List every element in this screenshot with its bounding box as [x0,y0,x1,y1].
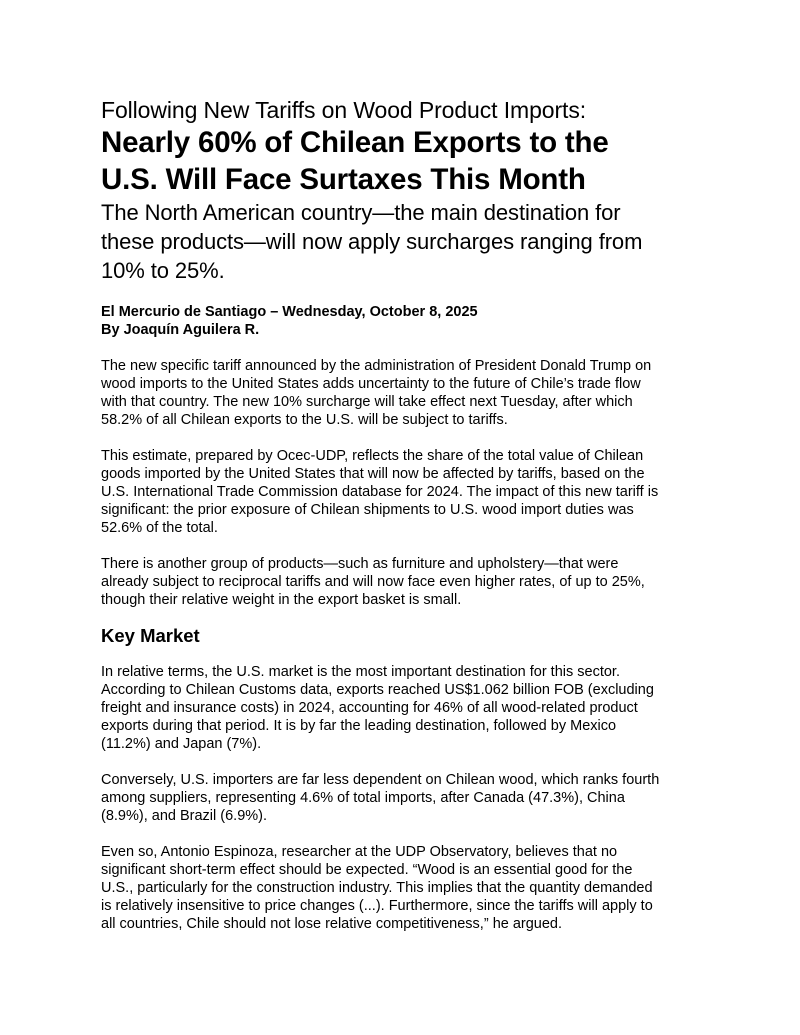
text-line: significant: the prior exposure of Chilean shipments to U.S. wood import duties was [101,502,634,518]
body-paragraph [101,843,701,933]
body-paragraph [101,357,701,429]
headline-line: U.S. Will Face Surtaxes This Month [101,163,586,196]
text-line: According to Chilean Customs data, exports reached US$1.062 billion FOB (excluding [101,682,654,698]
text-line: Even so, Antonio Espinoza, researcher at the UDP Observatory, believes that no [101,844,618,860]
text-line: There is another group of products—such as furniture and upholstery—that were [101,556,619,572]
body-paragraph [101,555,701,609]
text-line: with that country. The new 10% surcharge will take effect next Tuesday, after which [101,394,633,410]
text-line: already subject to reciprocal tariffs and will now face even higher rates, of up to 25%, [101,574,645,590]
text-line: goods imported by the United States that will now be affected by tariffs, based on the [101,466,645,482]
section-heading: Key Market [101,625,200,646]
body-paragraph [101,663,701,753]
text-line: U.S., particularly for the construction industry. This implies that the quantity demanded [101,880,653,896]
article-deck [101,198,701,285]
text-line: This estimate, prepared by Ocec-UDP, reflects the share of the total value of Chilean [101,448,644,464]
byline: By Joaquín Aguilera R. [101,322,260,338]
headline-line: Nearly 60% of Chilean Exports to the [101,126,609,159]
text-line: The new specific tariff announced by the administration of President Donald Trump on [101,358,652,374]
text-line: significant short-term effect should be expected. “Wood is an essential good for the [101,862,633,878]
text-line: Conversely, U.S. importers are far less dependent on Chilean wood, which ranks fourth [101,772,660,788]
body-paragraph [101,447,701,537]
body-paragraph [101,771,701,825]
text-line: In relative terms, the U.S. market is the most important destination for this sector. [101,664,620,680]
text-line: exports during that period. It is by far the leading destination, followed by Mexico [101,718,617,734]
text-line: freight and insurance costs) in 2024, accounting for 46% of all wood-related product [101,700,638,716]
text-line: 52.6% of the total. [101,520,218,536]
article-meta [101,303,701,339]
article-headline [101,124,701,198]
text-line: (11.2%) and Japan (7%). [101,736,262,752]
text-line: among suppliers, representing 4.6% of total imports, after Canada (47.3%), China [101,790,625,806]
deck-line: The North American country—the main destination for [101,200,621,225]
article-kicker: Following New Tariffs on Wood Product Imports: [101,97,587,123]
text-line: all countries, Chile should not lose relative competitiveness,” he argued. [101,916,563,932]
text-line: (8.9%), and Brazil (6.9%). [101,808,268,824]
dateline: El Mercurio de Santiago – Wednesday, October 8, 2025 [101,304,478,320]
deck-line: 10% to 25%. [101,258,225,283]
article [101,96,701,933]
text-line: is relatively insensitive to price changes (...). Furthermore, since the tariffs will apply to [101,898,653,914]
deck-line: these products—will now apply surcharges ranging from [101,229,643,254]
text-line: 58.2% of all Chilean exports to the U.S. will be subject to tariffs. [101,412,508,428]
text-line: wood imports to the United States adds uncertainty to the future of Chile’s trade flow [101,376,641,392]
text-line: U.S. International Trade Commission database for 2024. The impact of this new tariff is [101,484,659,500]
text-line: though their relative weight in the export basket is small. [101,592,462,608]
